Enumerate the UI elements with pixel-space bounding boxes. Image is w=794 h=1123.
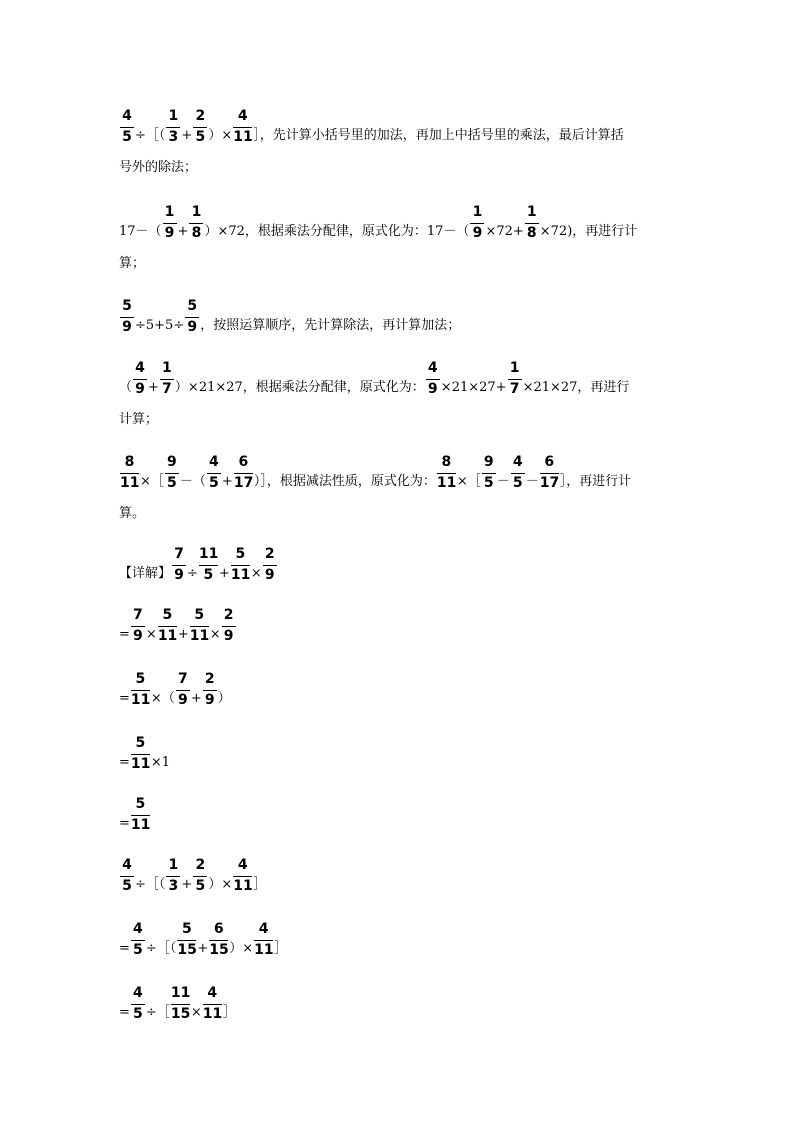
fraction bbox=[209, 921, 228, 958]
denominator: 15 bbox=[170, 1006, 191, 1022]
numerator: 5 bbox=[135, 671, 146, 687]
denominator: 9 bbox=[204, 692, 215, 708]
fraction-bar bbox=[209, 940, 228, 941]
fraction-bar bbox=[120, 317, 134, 318]
fraction bbox=[120, 454, 139, 491]
numerator: 1 bbox=[168, 108, 179, 124]
numerator: 1 bbox=[509, 360, 520, 376]
fraction-bar bbox=[437, 473, 456, 474]
fraction bbox=[511, 454, 525, 491]
fraction bbox=[426, 360, 440, 397]
denominator: 11 bbox=[202, 1006, 223, 1022]
numerator: 5 bbox=[122, 298, 132, 314]
numerator: 5 bbox=[135, 735, 146, 751]
fraction bbox=[222, 607, 236, 644]
denominator: 15 bbox=[177, 942, 197, 958]
numerator: 4 bbox=[207, 985, 218, 1001]
fraction bbox=[158, 607, 177, 644]
denominator: 5 bbox=[167, 475, 177, 491]
denominator: 9 bbox=[472, 225, 483, 241]
fraction bbox=[508, 360, 522, 397]
denominator: 11 bbox=[189, 628, 210, 644]
numerator: 4 bbox=[237, 108, 248, 124]
fraction-bar bbox=[540, 473, 559, 474]
fraction-bar bbox=[508, 379, 522, 380]
fraction-bar bbox=[190, 626, 209, 627]
fraction-bar bbox=[203, 690, 217, 691]
fraction bbox=[131, 796, 150, 833]
fraction-bar bbox=[163, 223, 177, 224]
fraction-bar bbox=[160, 379, 174, 380]
fraction-bar bbox=[525, 223, 539, 224]
fraction bbox=[131, 985, 145, 1022]
numerator: 7 bbox=[133, 607, 143, 623]
fraction bbox=[203, 671, 217, 708]
denominator: 8 bbox=[526, 225, 537, 241]
fraction bbox=[203, 985, 222, 1022]
numerator: 1 bbox=[472, 204, 483, 220]
denominator: 5 bbox=[122, 878, 132, 894]
denominator: 11 bbox=[233, 878, 253, 894]
denominator: 11 bbox=[120, 475, 140, 491]
fraction-bar bbox=[166, 876, 180, 877]
fraction-bar bbox=[203, 1004, 222, 1005]
fraction bbox=[177, 921, 196, 958]
step: = $\frac{7}{9}$ × $\frac{5}{11}$ + $\frac{5}{11}$ × $\frac{2}{9}$ bbox=[119, 607, 679, 644]
fraction-bar bbox=[171, 1004, 190, 1005]
numerator: 9 bbox=[167, 454, 177, 470]
numerator: 1 bbox=[162, 360, 172, 376]
numerator: 4 bbox=[135, 360, 145, 376]
numerator: 6 bbox=[213, 921, 224, 937]
fraction-bar bbox=[222, 626, 236, 627]
fraction-bar bbox=[165, 473, 179, 474]
denominator: 9 bbox=[187, 319, 198, 335]
denominator: 11 bbox=[130, 692, 151, 708]
fraction-bar bbox=[185, 317, 199, 318]
denominator: 11 bbox=[130, 756, 151, 772]
fraction bbox=[166, 108, 180, 145]
denominator: 7 bbox=[509, 381, 520, 397]
fraction bbox=[231, 546, 250, 583]
numerator: 8 bbox=[124, 454, 135, 470]
fraction bbox=[470, 204, 484, 241]
numerator: 11 bbox=[170, 985, 191, 1001]
numerator: 4 bbox=[512, 454, 523, 470]
numerator: 2 bbox=[195, 857, 206, 873]
fraction bbox=[165, 454, 179, 491]
numerator: 8 bbox=[441, 454, 452, 470]
denominator: 8 bbox=[191, 225, 202, 241]
fraction-bar bbox=[131, 1004, 145, 1005]
fraction-bar bbox=[158, 626, 177, 627]
fraction-bar bbox=[193, 127, 207, 128]
numerator: 5 bbox=[187, 298, 198, 314]
denominator: 9 bbox=[177, 692, 188, 708]
step: = $\frac{4}{5}$ ÷ ［ $\frac{11}{15}$ × $\frac{4}{11}$ ］ bbox=[119, 985, 236, 1022]
explanation-4: （ $\frac{4}{9}$ + $\frac{1}{7}$ ）×21×27，根据乘法分配律，原式化为： $\frac{4}{9}$ ×21×27+ $\frac{1}{7}$ ×21×27，再进行 计算； bbox=[119, 360, 679, 429]
fraction bbox=[540, 454, 559, 491]
numerator: 4 bbox=[133, 921, 143, 937]
fraction bbox=[234, 454, 253, 491]
numerator: 4 bbox=[122, 108, 132, 124]
numerator: 1 bbox=[168, 857, 179, 873]
numerator: 7 bbox=[174, 546, 184, 562]
fraction-bar bbox=[120, 876, 134, 877]
fraction-bar bbox=[193, 876, 207, 877]
numerator: 5 bbox=[135, 796, 146, 812]
fraction-bar bbox=[482, 473, 496, 474]
denominator: 5 bbox=[483, 475, 494, 491]
fraction-bar bbox=[189, 223, 203, 224]
denominator: 5 bbox=[195, 878, 206, 894]
fraction bbox=[193, 857, 207, 894]
fraction bbox=[525, 204, 539, 241]
numerator: 6 bbox=[544, 454, 555, 470]
fraction bbox=[131, 921, 145, 958]
denominator: 9 bbox=[174, 567, 184, 583]
numerator: 4 bbox=[427, 360, 438, 376]
fraction-bar bbox=[231, 565, 250, 566]
numerator: 5 bbox=[162, 607, 173, 623]
numerator: 5 bbox=[194, 607, 205, 623]
step: = $\frac{5}{11}$ × （ $\frac{7}{9}$ + $\frac{2}{9}$ ） bbox=[119, 671, 231, 708]
fraction-bar bbox=[254, 940, 273, 941]
step: = $\frac{5}{11}$ ×1 bbox=[119, 735, 171, 772]
fraction-bar bbox=[233, 127, 252, 128]
fraction-bar bbox=[263, 565, 277, 566]
fraction-bar bbox=[207, 473, 221, 474]
numerator: 4 bbox=[133, 985, 143, 1001]
denominator: 11 bbox=[436, 475, 457, 491]
fraction bbox=[120, 298, 134, 335]
denominator: 9 bbox=[264, 567, 275, 583]
explanation-1: $\frac{4}{5}$ ÷ ［（ $\frac{1}{3}$ + $\frac{2}{5}$ ）× $\frac{4}{11}$ ］，先计算小括号里的加法，再加上中括号里的乘法，最后计算括 号外的除法； bbox=[119, 108, 679, 177]
fraction-bar bbox=[426, 379, 440, 380]
fraction-bar bbox=[176, 690, 190, 691]
fraction-bar bbox=[172, 565, 186, 566]
fraction bbox=[233, 857, 252, 894]
numerator: 4 bbox=[209, 454, 219, 470]
fraction-bar bbox=[470, 223, 484, 224]
fraction bbox=[131, 671, 150, 708]
numerator: 2 bbox=[204, 671, 215, 687]
fraction-bar bbox=[234, 473, 253, 474]
explanation-3: $\frac{5}{9}$ ÷5+5÷ $\frac{5}{9}$ ，按照运算顺序，先计算除法，再计算加法； bbox=[119, 298, 679, 335]
numerator: 2 bbox=[223, 607, 234, 623]
numerator: 5 bbox=[181, 921, 192, 937]
fraction-bar bbox=[199, 565, 218, 566]
explanation-2: 17－（ $\frac{1}{9}$ + $\frac{1}{8}$ ）×72，根据乘法分配律，原式化为：17－（ $\frac{1}{9}$ ×72+ $\frac{1}{8}$ ×72)，再进行计 算； bbox=[119, 204, 679, 273]
denominator: 11 bbox=[254, 942, 274, 958]
fraction-bar bbox=[120, 127, 134, 128]
numerator: 9 bbox=[483, 454, 494, 470]
fraction bbox=[133, 360, 147, 397]
numerator: 11 bbox=[198, 546, 219, 562]
explanation-2-cont: 算； bbox=[119, 256, 146, 271]
fraction bbox=[263, 546, 277, 583]
step: = $\frac{4}{5}$ ÷ ［（ $\frac{5}{15}$ + $\frac{6}{15}$ ）× $\frac{4}{11}$ ］ bbox=[119, 921, 288, 958]
fraction bbox=[437, 454, 456, 491]
denominator: 9 bbox=[164, 225, 175, 241]
numerator: 7 bbox=[177, 671, 188, 687]
fraction bbox=[199, 546, 218, 583]
numerator: 6 bbox=[238, 454, 249, 470]
fraction-bar bbox=[131, 626, 145, 627]
fraction bbox=[193, 108, 207, 145]
fraction-bar bbox=[120, 473, 139, 474]
denominator: 11 bbox=[157, 628, 178, 644]
fraction-bar bbox=[131, 690, 150, 691]
fraction bbox=[171, 985, 190, 1022]
fraction-bar bbox=[233, 876, 252, 877]
fraction-bar bbox=[177, 940, 196, 941]
fraction bbox=[160, 360, 174, 397]
numerator: 1 bbox=[526, 204, 537, 220]
fraction-bar bbox=[131, 940, 145, 941]
explanation-5: $\frac{8}{11}$ ×［ $\frac{9}{5}$ －（ $\frac{4}{5}$ + $\frac{6}{17}$ ）］，根据减法性质，原式化为： $\frac{8}{11}$ ×［ $\frac{9}{5}$ － $\frac{4}{5}$ － $\frac{6}{17}$ ］，再进行计 算。 bbox=[119, 454, 679, 523]
denominator: 17 bbox=[539, 475, 560, 491]
denominator: 9 bbox=[427, 381, 438, 397]
fraction-bar bbox=[131, 815, 150, 816]
denominator: 5 bbox=[512, 475, 523, 491]
fraction bbox=[233, 108, 252, 145]
fraction bbox=[131, 607, 145, 644]
denominator: 5 bbox=[209, 475, 219, 491]
fraction bbox=[163, 204, 177, 241]
denominator: 7 bbox=[162, 381, 172, 397]
fraction-bar bbox=[131, 754, 150, 755]
numerator: 2 bbox=[195, 108, 206, 124]
step: $\frac{4}{5}$ ÷ ［（ $\frac{1}{3}$ + $\frac{2}{5}$ ）× $\frac{4}{11}$ ］ bbox=[119, 857, 679, 894]
explanation-1-cont: 号外的除法； bbox=[119, 160, 198, 175]
fraction-bar bbox=[511, 473, 525, 474]
detail-heading: 【详解】 $\frac{7}{9}$ ÷ $\frac{11}{5}$ + $\frac{5}{11}$ × $\frac{2}{9}$ bbox=[119, 546, 679, 583]
denominator: 11 bbox=[230, 567, 251, 583]
numerator: 4 bbox=[237, 857, 248, 873]
fraction bbox=[131, 735, 150, 772]
fraction bbox=[176, 671, 190, 708]
numerator: 1 bbox=[191, 204, 202, 220]
denominator: 15 bbox=[209, 942, 229, 958]
fraction bbox=[185, 298, 199, 335]
fraction bbox=[166, 857, 180, 894]
numerator: 2 bbox=[264, 546, 275, 562]
denominator: 17 bbox=[233, 475, 254, 491]
denominator: 5 bbox=[122, 129, 132, 145]
fraction bbox=[172, 546, 186, 583]
denominator: 9 bbox=[135, 381, 145, 397]
denominator: 5 bbox=[195, 129, 206, 145]
fraction bbox=[120, 857, 134, 894]
numerator: 5 bbox=[235, 546, 246, 562]
explanation-5-cont: 算。 bbox=[119, 506, 146, 521]
denominator: 9 bbox=[133, 628, 143, 644]
numerator: 4 bbox=[258, 921, 269, 937]
denominator: 5 bbox=[133, 1006, 143, 1022]
denominator: 3 bbox=[168, 129, 179, 145]
denominator: 3 bbox=[168, 878, 179, 894]
explanation-4-cont: 计算； bbox=[119, 412, 159, 427]
denominator: 9 bbox=[122, 319, 132, 335]
denominator: 11 bbox=[233, 129, 253, 145]
fraction bbox=[207, 454, 221, 491]
denominator: 9 bbox=[223, 628, 234, 644]
numerator: 4 bbox=[122, 857, 132, 873]
fraction bbox=[190, 607, 209, 644]
fraction bbox=[482, 454, 496, 491]
numerator: 1 bbox=[164, 204, 175, 220]
fraction bbox=[120, 108, 134, 145]
denominator: 11 bbox=[130, 817, 151, 833]
fraction-bar bbox=[133, 379, 147, 380]
step: = $\frac{5}{11}$ bbox=[119, 796, 151, 833]
denominator: 5 bbox=[133, 942, 143, 958]
fraction bbox=[254, 921, 273, 958]
fraction bbox=[189, 204, 203, 241]
denominator: 5 bbox=[203, 567, 214, 583]
fraction-bar bbox=[166, 127, 180, 128]
